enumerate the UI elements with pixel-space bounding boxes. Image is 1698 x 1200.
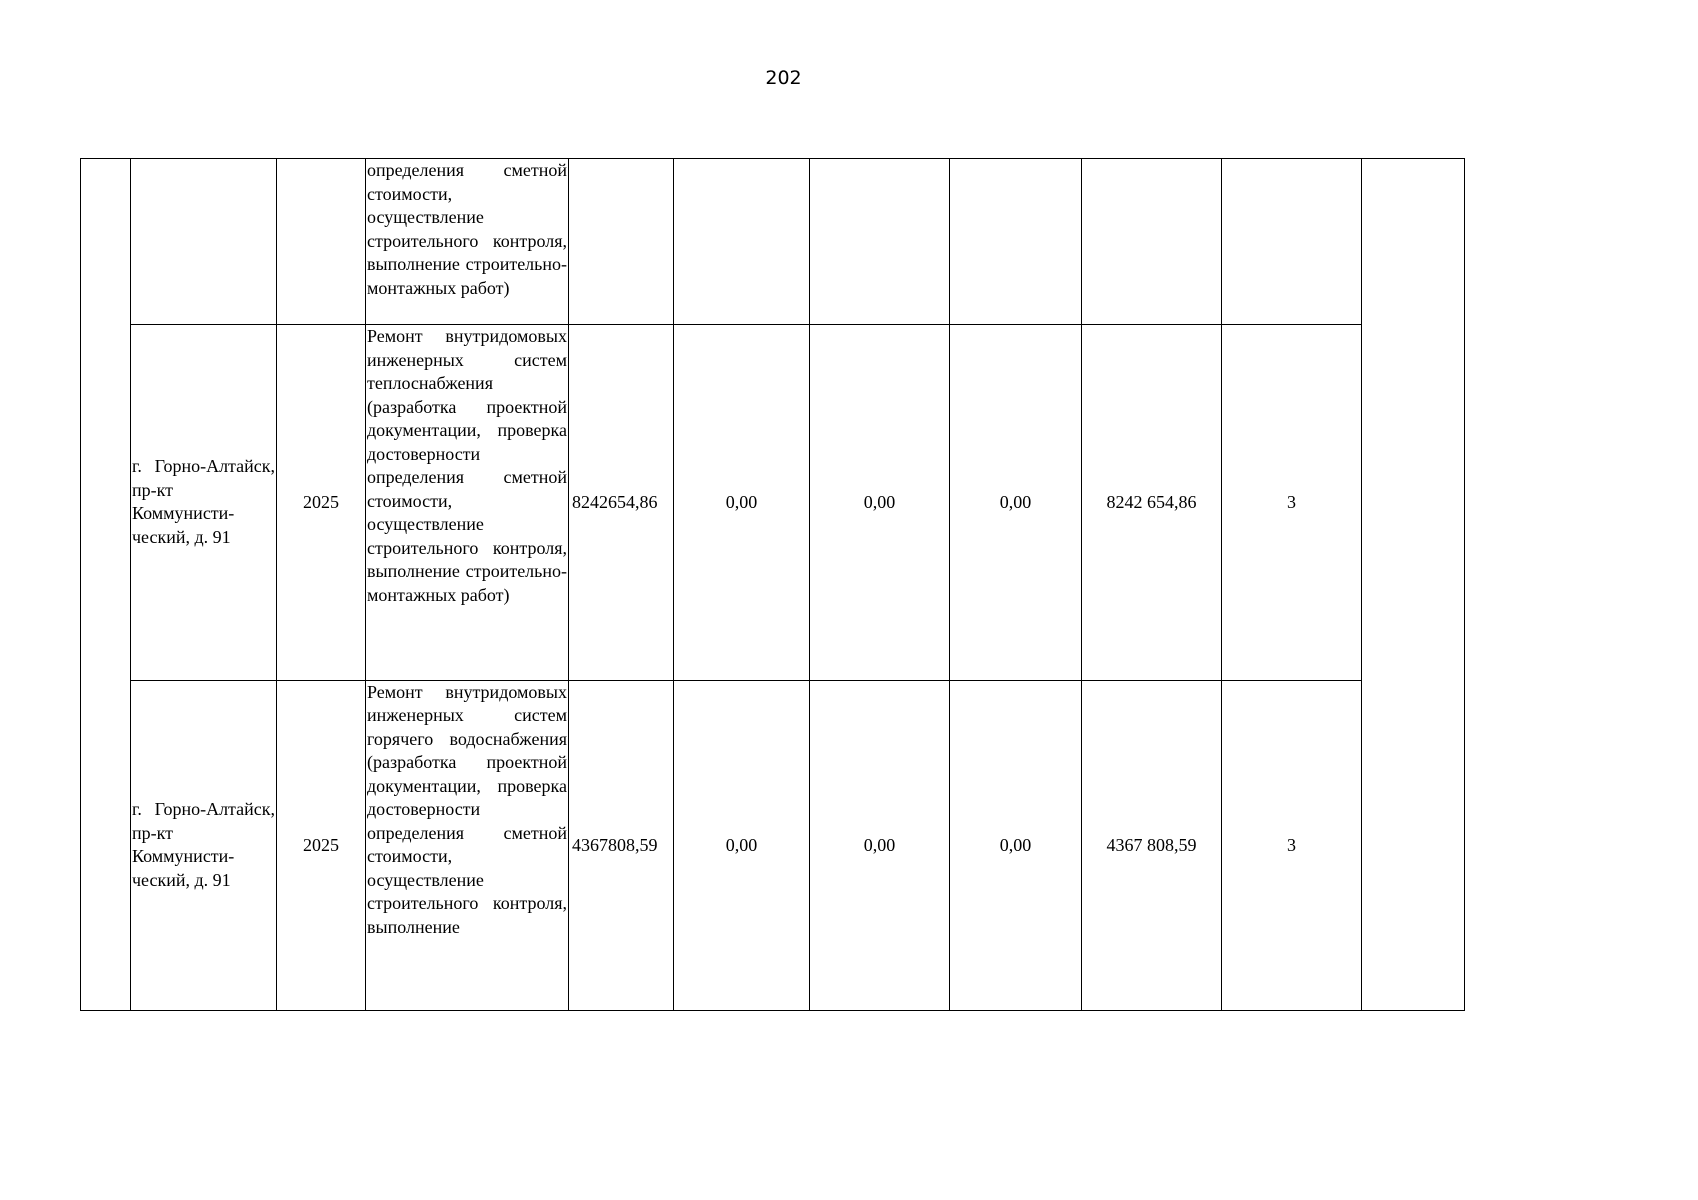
table-row bbox=[81, 325, 1465, 680]
cost-cell: 8242654,86 bbox=[569, 325, 674, 680]
year-cell bbox=[277, 159, 366, 325]
year-cell: 2025 bbox=[277, 325, 366, 680]
total-cell: 8242 654,86 bbox=[1082, 325, 1222, 680]
description-cell: Ремонт внутридомовых инженерных систем горячего водоснабжения (разработка проектной документации, проверка достоверности определения сметной стоимости, осуществление строительного контроля, выполнение bbox=[366, 680, 569, 1010]
fund-2-cell bbox=[810, 159, 950, 325]
fund-3-cell bbox=[950, 159, 1082, 325]
fund-2-cell: 0,00 bbox=[810, 680, 950, 1010]
total-cell bbox=[1082, 159, 1222, 325]
page-number: 202 bbox=[765, 67, 802, 89]
fund-3-cell: 0,00 bbox=[950, 680, 1082, 1010]
fund-1-cell bbox=[674, 159, 810, 325]
cost-cell: 4367808,59 bbox=[569, 680, 674, 1010]
works-table bbox=[80, 158, 1465, 1011]
count-cell: 3 bbox=[1222, 680, 1362, 1010]
total-cell: 4367 808,59 bbox=[1082, 680, 1222, 1010]
notes-cell bbox=[1362, 159, 1465, 1011]
fund-1-cell: 0,00 bbox=[674, 325, 810, 680]
fund-1-cell: 0,00 bbox=[674, 680, 810, 1010]
address-cell: г. Горно-Алтайск, пр-кт Коммунисти-ческий, д. 91 bbox=[131, 680, 277, 1010]
description-cell: определения сметной стоимости, осуществление строительного контроля, выполнение строительно-монтажных работ) bbox=[366, 159, 569, 325]
fund-3-cell: 0,00 bbox=[950, 325, 1082, 680]
count-cell bbox=[1222, 159, 1362, 325]
description-cell: Ремонт внутридомовых инженерных систем теплоснабжения (разработка проектной документации, проверка достоверности определения сметной стоимости, осуществление строительного контроля, выполнение строительно-монтажных работ) bbox=[366, 325, 569, 680]
fund-2-cell: 0,00 bbox=[810, 325, 950, 680]
count-cell: 3 bbox=[1222, 325, 1362, 680]
year-cell: 2025 bbox=[277, 680, 366, 1010]
table-row bbox=[81, 680, 1465, 1010]
address-cell: г. Горно-Алтайск, пр-кт Коммунисти-ческий, д. 91 bbox=[131, 325, 277, 680]
row-number-cell bbox=[81, 159, 131, 1011]
address-cell bbox=[131, 159, 277, 325]
cost-cell bbox=[569, 159, 674, 325]
table-row bbox=[81, 159, 1465, 325]
